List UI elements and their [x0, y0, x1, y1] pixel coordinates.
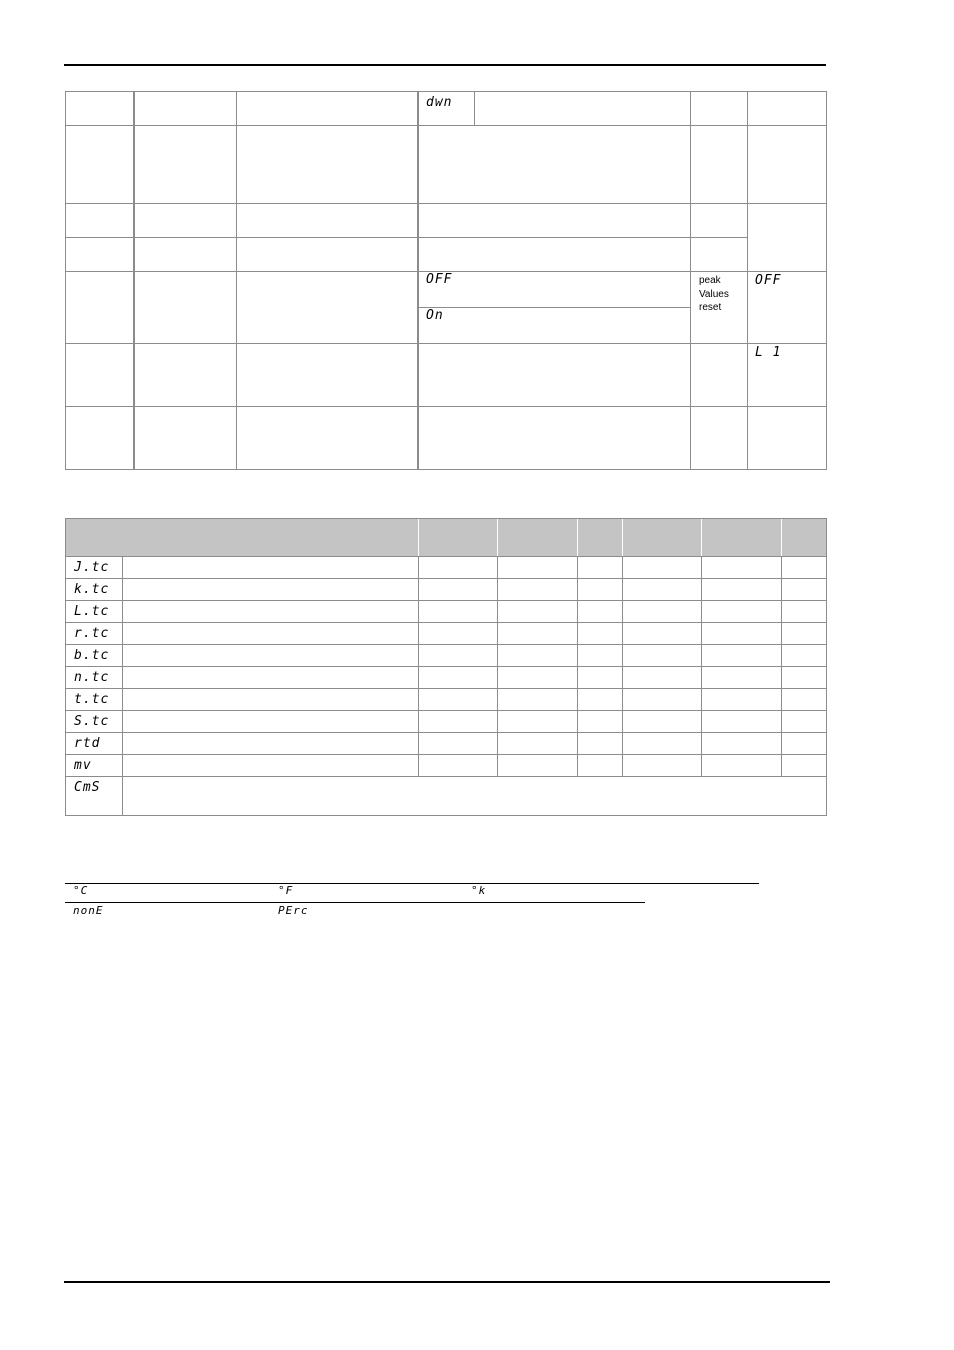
input-type-table — [65, 518, 827, 816]
row-code-cms: CmS — [74, 780, 101, 795]
units-rule-2 — [65, 902, 645, 903]
row-divider — [66, 622, 826, 623]
row-code-rtd: rtd — [74, 736, 101, 751]
row-code-b-tc: b.tc — [74, 648, 110, 663]
row-divider — [66, 237, 747, 238]
unit-none: nonE — [73, 904, 104, 917]
header-rule — [64, 64, 826, 66]
row-divider — [66, 203, 826, 204]
code-on: On — [426, 308, 444, 323]
row-code-n-tc: n.tc — [74, 670, 110, 685]
code-dwn: dwn — [426, 95, 453, 110]
col-divider — [417, 92, 419, 469]
row-code-k-tc: k.tc — [74, 582, 110, 597]
row-divider — [66, 776, 826, 777]
row-code-l-tc: L.tc — [74, 604, 110, 619]
unit-fahrenheit: °F — [278, 884, 294, 897]
row-code-r-tc: r.tc — [74, 626, 110, 641]
row-divider — [66, 754, 826, 755]
row-code-s-tc: S.tc — [74, 714, 110, 729]
row-divider — [66, 125, 826, 126]
col-divider — [474, 92, 475, 126]
row-code-t-tc: t.tc — [74, 692, 110, 707]
unit-kelvin: °k — [471, 884, 487, 897]
parameter-table — [65, 91, 827, 470]
row-divider — [66, 556, 826, 557]
col-divider — [236, 92, 237, 469]
code-default-off: OFF — [755, 273, 782, 288]
row-divider — [66, 688, 826, 689]
header-divider — [497, 519, 498, 556]
row-divider — [418, 307, 690, 308]
row-code-j-tc: J.tc — [74, 560, 110, 575]
row-divider — [66, 578, 826, 579]
header-divider — [577, 519, 578, 556]
header-divider — [418, 519, 419, 556]
row-divider — [66, 710, 826, 711]
header-divider — [781, 519, 782, 556]
row-divider — [66, 600, 826, 601]
row-divider — [66, 406, 826, 407]
row-divider — [66, 666, 826, 667]
row-code-mv: mv — [74, 758, 92, 773]
unit-celsius: °C — [73, 884, 89, 897]
row-divider — [66, 644, 826, 645]
units-rule-1 — [65, 883, 759, 884]
unit-percent: PErc — [278, 904, 309, 917]
row-divider — [66, 732, 826, 733]
code-l1: L 1 — [755, 345, 782, 360]
row-divider — [66, 343, 826, 344]
col-divider — [690, 92, 691, 469]
header-divider — [622, 519, 623, 556]
col-divider — [133, 92, 135, 469]
col-divider — [747, 92, 748, 469]
table-header — [66, 519, 826, 556]
code-off: OFF — [426, 272, 453, 287]
peak-values-reset-label: peak Values reset — [699, 275, 729, 313]
header-divider — [701, 519, 702, 556]
footer-rule — [64, 1281, 830, 1283]
